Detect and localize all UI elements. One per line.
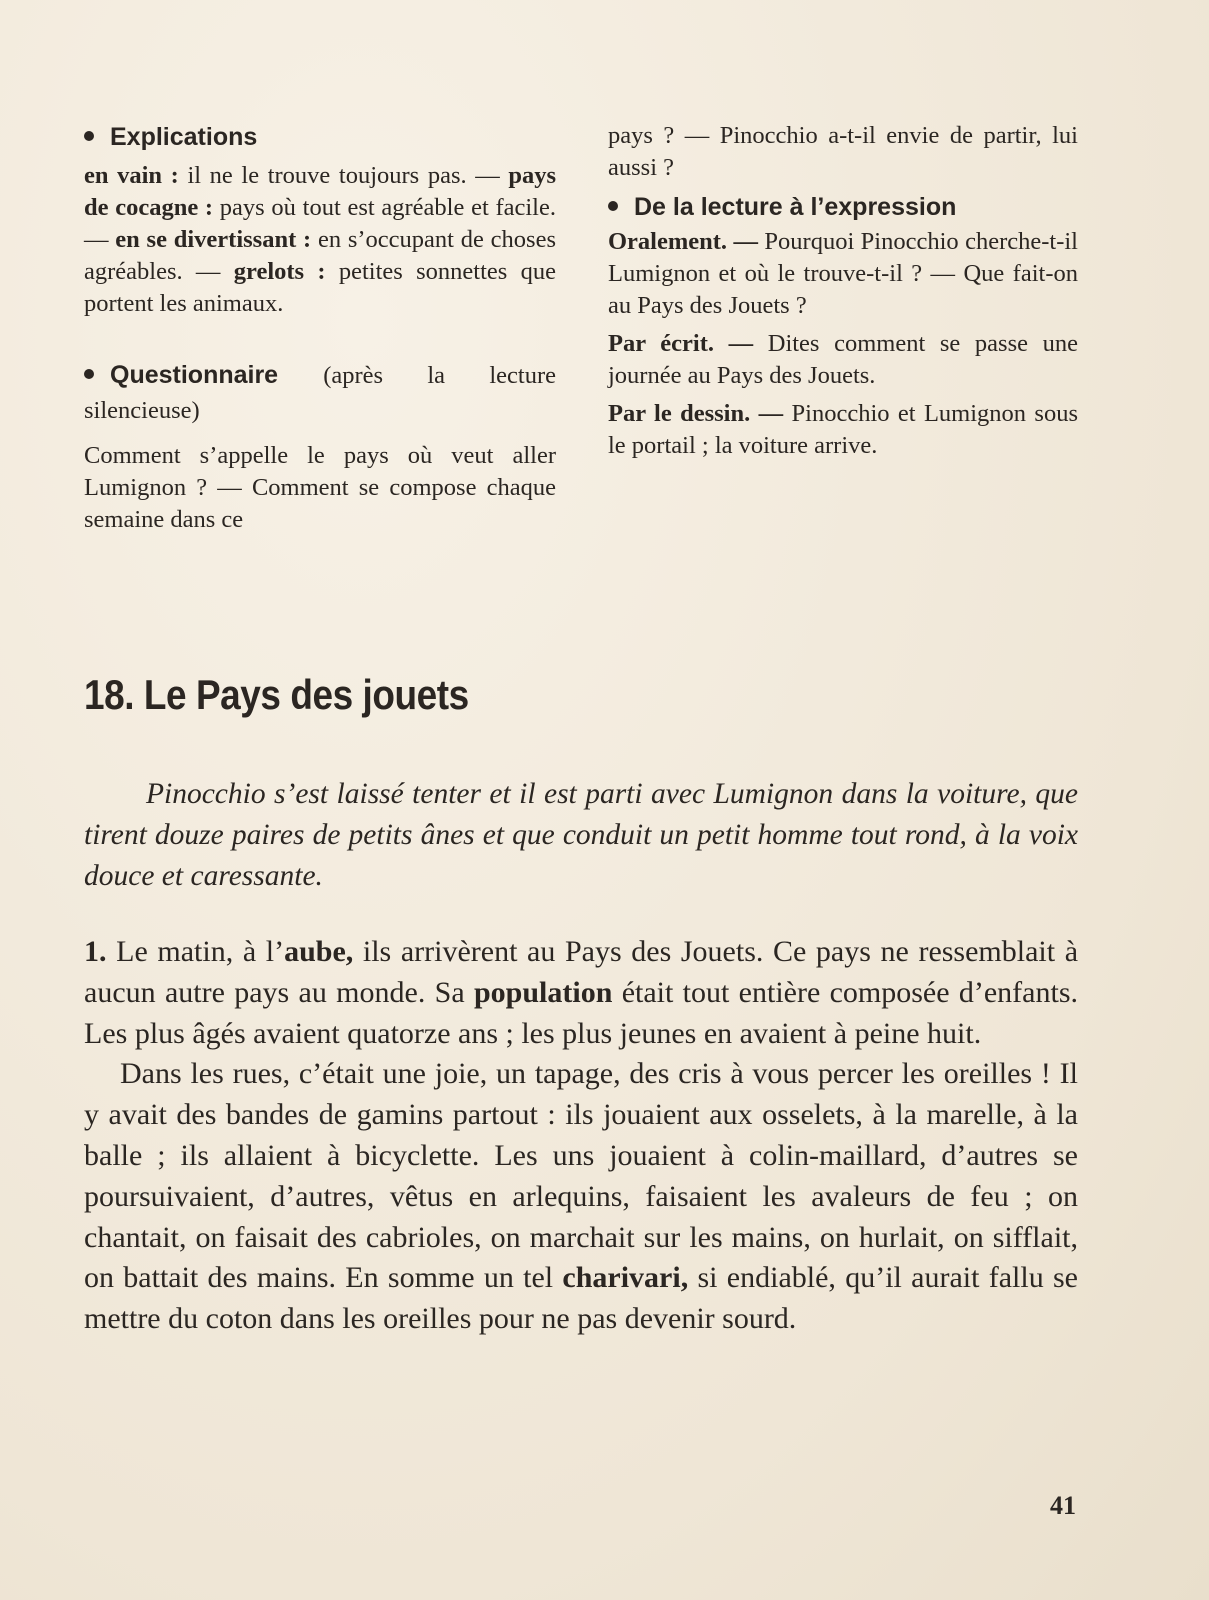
questionnaire-text-part1: Comment s’appelle le pays où veut aller Lumignon ? — Comment se compose chaque semaine dans ce [84, 442, 556, 533]
expression-dessin: Par le dessin. — Pinocchio et Lumignon sous le portail ; la voiture arrive. [608, 400, 1078, 459]
questionnaire-heading: Questionnaire (après la lecture silencieuse) [84, 361, 556, 424]
bold-term: 1. [84, 935, 117, 968]
text-run: était tout entière composée d’enfants. Les plus âgés avaient quatorze ans ; les plus jeunes en avaient à peine huit. [84, 975, 1078, 1050]
expression-oral: Oralement. — Pourquoi Pinocchio cherche-t-il Lumignon et où le trouve-t-il ? — Que fait-on au Pays des Jouets ? [608, 228, 1078, 319]
text-run: Dans les rues, c’était une joie, un tapage, des cris à vous percer les oreilles ! Il y avait des bandes de gamins partout : ils jouaient aux osselets, à la marelle, à la balle ; ils allaient à bicyclette. Les uns jouaient à colin-maillard, d’autres se poursuivaient, d’autres, vêtus en arlequins, faisaient les avaleurs de feu ; on chantait, on faisait des cabrioles, on marchait sur les mains, on hurlait, on sifflait, on battait des mains. En somme un tel [84, 1057, 1078, 1295]
bold-term: grelots : [233, 258, 326, 285]
bold-term: pays de cocagne : [84, 162, 556, 221]
body-paragraph-1 [84, 932, 1078, 1054]
bullet-icon [84, 369, 94, 379]
bullet-icon [608, 201, 618, 211]
text-run: il ne le trouve toujours pas. — [178, 162, 509, 189]
expression-ecrit: Par écrit. — Dites comment se passe une journée au Pays des Jouets. [608, 330, 1078, 389]
text-run: en s’occupant de choses agréables. — [84, 226, 556, 285]
bold-term: en vain : [84, 162, 179, 189]
expression-heading: De la lecture à l’expression [608, 190, 1078, 224]
bold-term: aube, [284, 935, 354, 968]
explications-text [84, 160, 556, 320]
bold-term: charivari, [562, 1261, 689, 1295]
bold-term: en se divertissant : [115, 226, 312, 253]
chapter-title: 18. Le Pays des jouets [84, 671, 469, 718]
right-column [608, 120, 1078, 462]
text-run: si endiablé, qu’il aurait fallu se mettre du coton dans les oreilles pour ne pas devenir sourd. [84, 1261, 1078, 1336]
bold-term: population [473, 975, 613, 1009]
body-paragraph-2 [84, 1054, 1078, 1340]
bullet-icon [84, 131, 94, 141]
page-number: 41 [1050, 1491, 1076, 1520]
text-run: petites sonnettes que portent les animaux. [84, 258, 557, 317]
left-column [84, 120, 556, 536]
text-run: pays où tout est agréable et facile. — [84, 194, 556, 253]
explications-heading: Explications [84, 120, 556, 154]
questionnaire-text-part2: pays ? — Pinocchio a-t-il envie de partir, lui aussi ? [608, 122, 1078, 181]
questionnaire-aside: (après la lecture silencieuse) [84, 362, 556, 424]
chapter-body [84, 932, 1078, 1340]
text-run: Le matin, à l’ [116, 935, 285, 968]
chapter-intro: Pinocchio s’est laissé tenter et il est parti avec Lumignon dans la voiture, que tirent douze paires de petits ânes et que conduit un petit homme tout rond, à la voix douce et caressante. [84, 778, 1078, 892]
text-run: ils arrivèrent au Pays des Jouets. Ce pays ne ressemblait à aucun autre pays au monde. Sa [84, 935, 1079, 1009]
